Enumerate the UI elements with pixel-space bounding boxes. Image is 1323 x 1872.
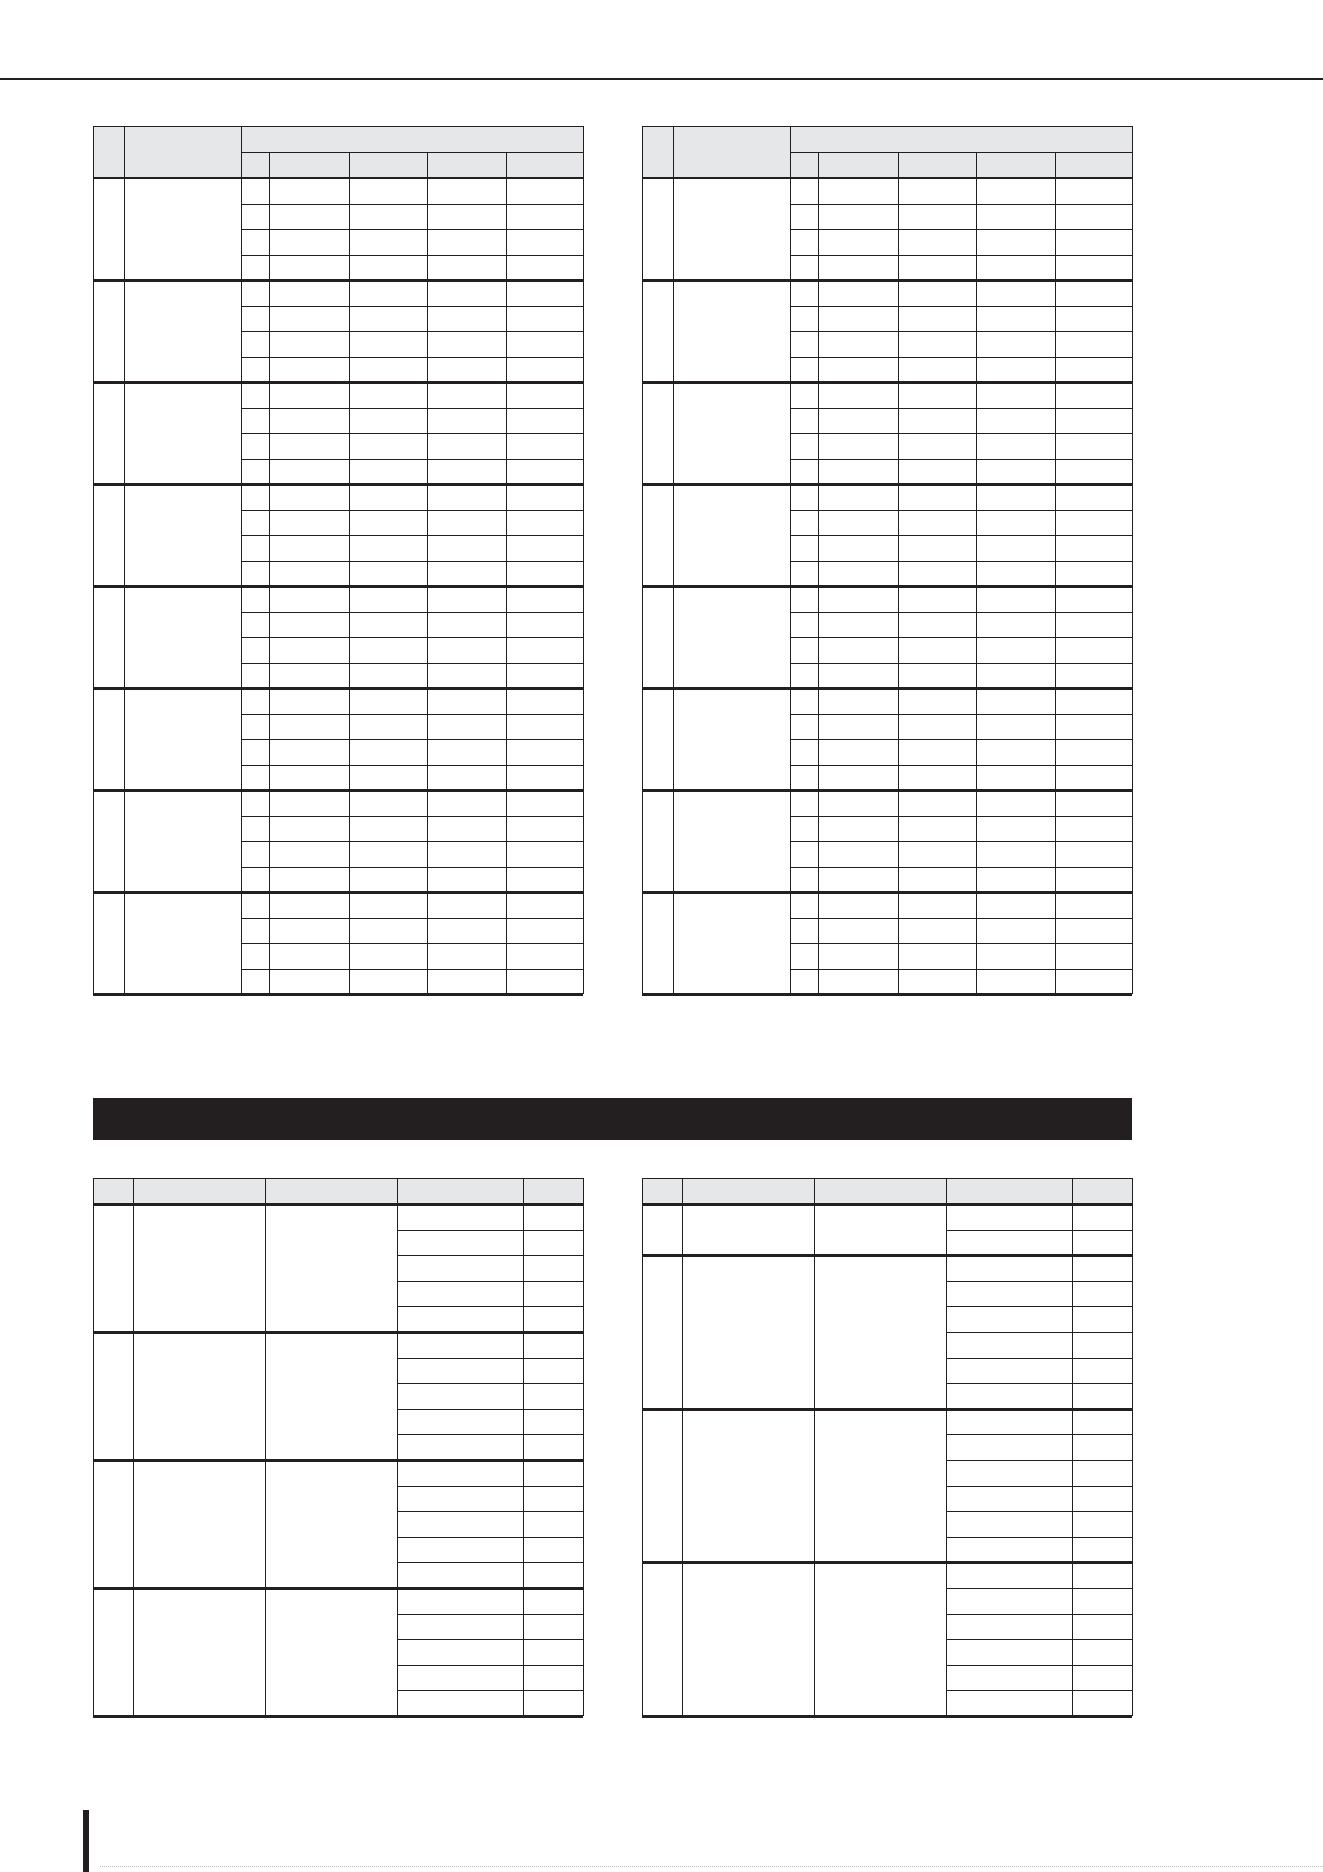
- row-rule: [241, 816, 583, 817]
- column-rule: [946, 1178, 947, 1716]
- row-rule: [946, 1434, 1132, 1435]
- table-top-rule: [642, 126, 1132, 127]
- group-separator-rule: [642, 789, 1132, 792]
- group-separator-rule: [93, 891, 583, 894]
- row-rule: [790, 408, 1132, 409]
- row-rule: [241, 255, 583, 256]
- group-separator-rule: [642, 891, 1132, 894]
- group-separator-rule: [93, 483, 583, 486]
- table-top-rule: [93, 1178, 583, 1179]
- row-rule: [241, 357, 583, 358]
- group-separator-rule: [642, 381, 1132, 384]
- row-rule: [397, 1639, 583, 1640]
- row-rule: [241, 306, 583, 307]
- row-rule: [946, 1230, 1132, 1231]
- row-rule: [790, 229, 1132, 230]
- header-cell: [642, 1178, 682, 1204]
- row-rule: [790, 255, 1132, 256]
- group-separator-rule: [93, 1587, 583, 1590]
- table-bottom-rule: [93, 1715, 583, 1718]
- row-rule: [946, 1639, 1132, 1640]
- row-rule: [241, 637, 583, 638]
- row-rule: [397, 1614, 583, 1615]
- row-rule: [790, 841, 1132, 842]
- column-rule: [898, 152, 899, 994]
- row-rule: [241, 918, 583, 919]
- header-col1-cell: [93, 126, 124, 178]
- row-rule: [241, 663, 583, 664]
- row-rule: [397, 1486, 583, 1487]
- table-right-rule: [583, 1178, 584, 1716]
- row-rule: [946, 1281, 1132, 1282]
- header-cell: [133, 1178, 265, 1204]
- top-rule: [0, 78, 1323, 80]
- table-left-rule: [93, 1178, 94, 1716]
- header-col2-cell: [673, 126, 790, 178]
- column-rule: [124, 126, 125, 994]
- row-rule: [790, 535, 1132, 536]
- row-rule: [397, 1281, 583, 1282]
- group-separator-rule: [642, 1561, 1132, 1564]
- row-rule: [790, 204, 1132, 205]
- group-separator-rule: [93, 1331, 583, 1334]
- group-separator-rule: [642, 687, 1132, 690]
- row-rule: [790, 357, 1132, 358]
- table-right-rule: [1132, 1178, 1133, 1716]
- row-rule: [397, 1306, 583, 1307]
- header-group-cell: [790, 126, 1132, 152]
- row-rule: [241, 714, 583, 715]
- table-left-rule: [642, 126, 643, 994]
- page-edge-marker: [83, 1810, 89, 1872]
- header-sub-cell: [976, 152, 1055, 178]
- table-top-rule: [93, 126, 583, 127]
- row-rule: [946, 1383, 1132, 1384]
- row-rule: [241, 229, 583, 230]
- column-rule: [1055, 152, 1056, 994]
- header-cell: [523, 1178, 583, 1204]
- row-rule: [241, 535, 583, 536]
- row-rule: [790, 510, 1132, 511]
- row-rule: [241, 739, 583, 740]
- section-title: [93, 1109, 105, 1129]
- row-rule: [397, 1230, 583, 1231]
- table-bottom-rule: [642, 1715, 1132, 1718]
- header-cell: [265, 1178, 397, 1204]
- row-rule: [241, 204, 583, 205]
- column-rule: [976, 152, 977, 994]
- row-rule: [397, 1409, 583, 1410]
- table-left-rule: [642, 1178, 643, 1716]
- header-cell: [93, 1178, 133, 1204]
- row-rule: [397, 1690, 583, 1691]
- row-rule: [790, 943, 1132, 944]
- row-rule: [241, 765, 583, 766]
- column-rule: [269, 152, 270, 994]
- group-separator-rule: [642, 585, 1132, 588]
- column-rule: [523, 1178, 524, 1716]
- header-bottom-rule: [642, 177, 1132, 179]
- row-rule: [397, 1537, 583, 1538]
- header-sub-cell: [241, 152, 269, 178]
- row-rule: [790, 765, 1132, 766]
- row-rule: [397, 1665, 583, 1666]
- column-rule: [814, 1178, 815, 1716]
- header-bottom-rule: [642, 1203, 1132, 1206]
- column-rule: [427, 152, 428, 994]
- row-rule: [790, 561, 1132, 562]
- group-separator-rule: [642, 1254, 1132, 1257]
- column-rule: [790, 126, 791, 994]
- row-rule: [790, 867, 1132, 868]
- column-rule: [349, 152, 350, 994]
- row-rule: [241, 561, 583, 562]
- group-separator-rule: [642, 279, 1132, 282]
- row-rule: [241, 408, 583, 409]
- row-rule: [790, 816, 1132, 817]
- row-rule: [946, 1690, 1132, 1691]
- section-header-bar: [93, 1098, 1132, 1140]
- header-mid-rule: [241, 152, 583, 153]
- row-rule: [790, 739, 1132, 740]
- row-rule: [397, 1383, 583, 1384]
- header-sub-cell: [269, 152, 349, 178]
- header-sub-cell: [506, 152, 583, 178]
- row-rule: [790, 331, 1132, 332]
- row-rule: [790, 306, 1132, 307]
- row-rule: [241, 969, 583, 970]
- column-rule: [133, 1178, 134, 1716]
- header-group-cell: [241, 126, 583, 152]
- row-rule: [946, 1614, 1132, 1615]
- row-rule: [790, 714, 1132, 715]
- header-sub-cell: [427, 152, 506, 178]
- column-rule: [818, 152, 819, 994]
- row-rule: [397, 1511, 583, 1512]
- row-rule: [946, 1588, 1132, 1589]
- header-sub-cell: [349, 152, 427, 178]
- row-rule: [946, 1358, 1132, 1359]
- row-rule: [790, 663, 1132, 664]
- row-rule: [790, 918, 1132, 919]
- group-separator-rule: [642, 483, 1132, 486]
- row-rule: [946, 1511, 1132, 1512]
- table-right-rule: [1132, 126, 1133, 994]
- row-rule: [790, 969, 1132, 970]
- row-rule: [241, 867, 583, 868]
- bottom-dotted-rule: [100, 1866, 1323, 1867]
- header-sub-cell: [898, 152, 976, 178]
- group-separator-rule: [93, 381, 583, 384]
- header-cell: [682, 1178, 814, 1204]
- header-cell: [946, 1178, 1072, 1204]
- row-rule: [790, 459, 1132, 460]
- header-bottom-rule: [93, 1203, 583, 1206]
- row-rule: [397, 1562, 583, 1563]
- row-rule: [241, 841, 583, 842]
- row-rule: [397, 1434, 583, 1435]
- row-rule: [946, 1665, 1132, 1666]
- group-separator-rule: [93, 279, 583, 282]
- row-rule: [241, 510, 583, 511]
- group-separator-rule: [93, 789, 583, 792]
- row-rule: [241, 459, 583, 460]
- group-separator-rule: [93, 585, 583, 588]
- table-bottom-rule: [93, 993, 583, 996]
- row-rule: [397, 1358, 583, 1359]
- column-rule: [1072, 1178, 1073, 1716]
- header-bottom-rule: [93, 177, 583, 179]
- header-col1-cell: [642, 126, 673, 178]
- column-rule: [265, 1178, 266, 1716]
- row-rule: [790, 637, 1132, 638]
- header-col2-cell: [124, 126, 241, 178]
- header-cell: [814, 1178, 946, 1204]
- row-rule: [241, 331, 583, 332]
- column-rule: [673, 126, 674, 994]
- header-cell: [1072, 1178, 1132, 1204]
- row-rule: [946, 1332, 1132, 1333]
- row-rule: [946, 1460, 1132, 1461]
- group-separator-rule: [642, 1408, 1132, 1411]
- table-right-rule: [583, 126, 584, 994]
- header-cell: [397, 1178, 523, 1204]
- group-separator-rule: [93, 687, 583, 690]
- row-rule: [790, 433, 1132, 434]
- row-rule: [241, 433, 583, 434]
- column-rule: [506, 152, 507, 994]
- column-rule: [682, 1178, 683, 1716]
- row-rule: [397, 1255, 583, 1256]
- header-sub-cell: [818, 152, 898, 178]
- row-rule: [241, 943, 583, 944]
- table-left-rule: [93, 126, 94, 994]
- group-separator-rule: [93, 1459, 583, 1462]
- table-bottom-rule: [642, 993, 1132, 996]
- table-top-rule: [642, 1178, 1132, 1179]
- row-rule: [241, 612, 583, 613]
- header-mid-rule: [790, 152, 1132, 153]
- row-rule: [946, 1486, 1132, 1487]
- header-sub-cell: [1055, 152, 1132, 178]
- row-rule: [946, 1306, 1132, 1307]
- column-rule: [397, 1178, 398, 1716]
- column-rule: [241, 126, 242, 994]
- row-rule: [946, 1537, 1132, 1538]
- row-rule: [790, 612, 1132, 613]
- header-sub-cell: [790, 152, 818, 178]
